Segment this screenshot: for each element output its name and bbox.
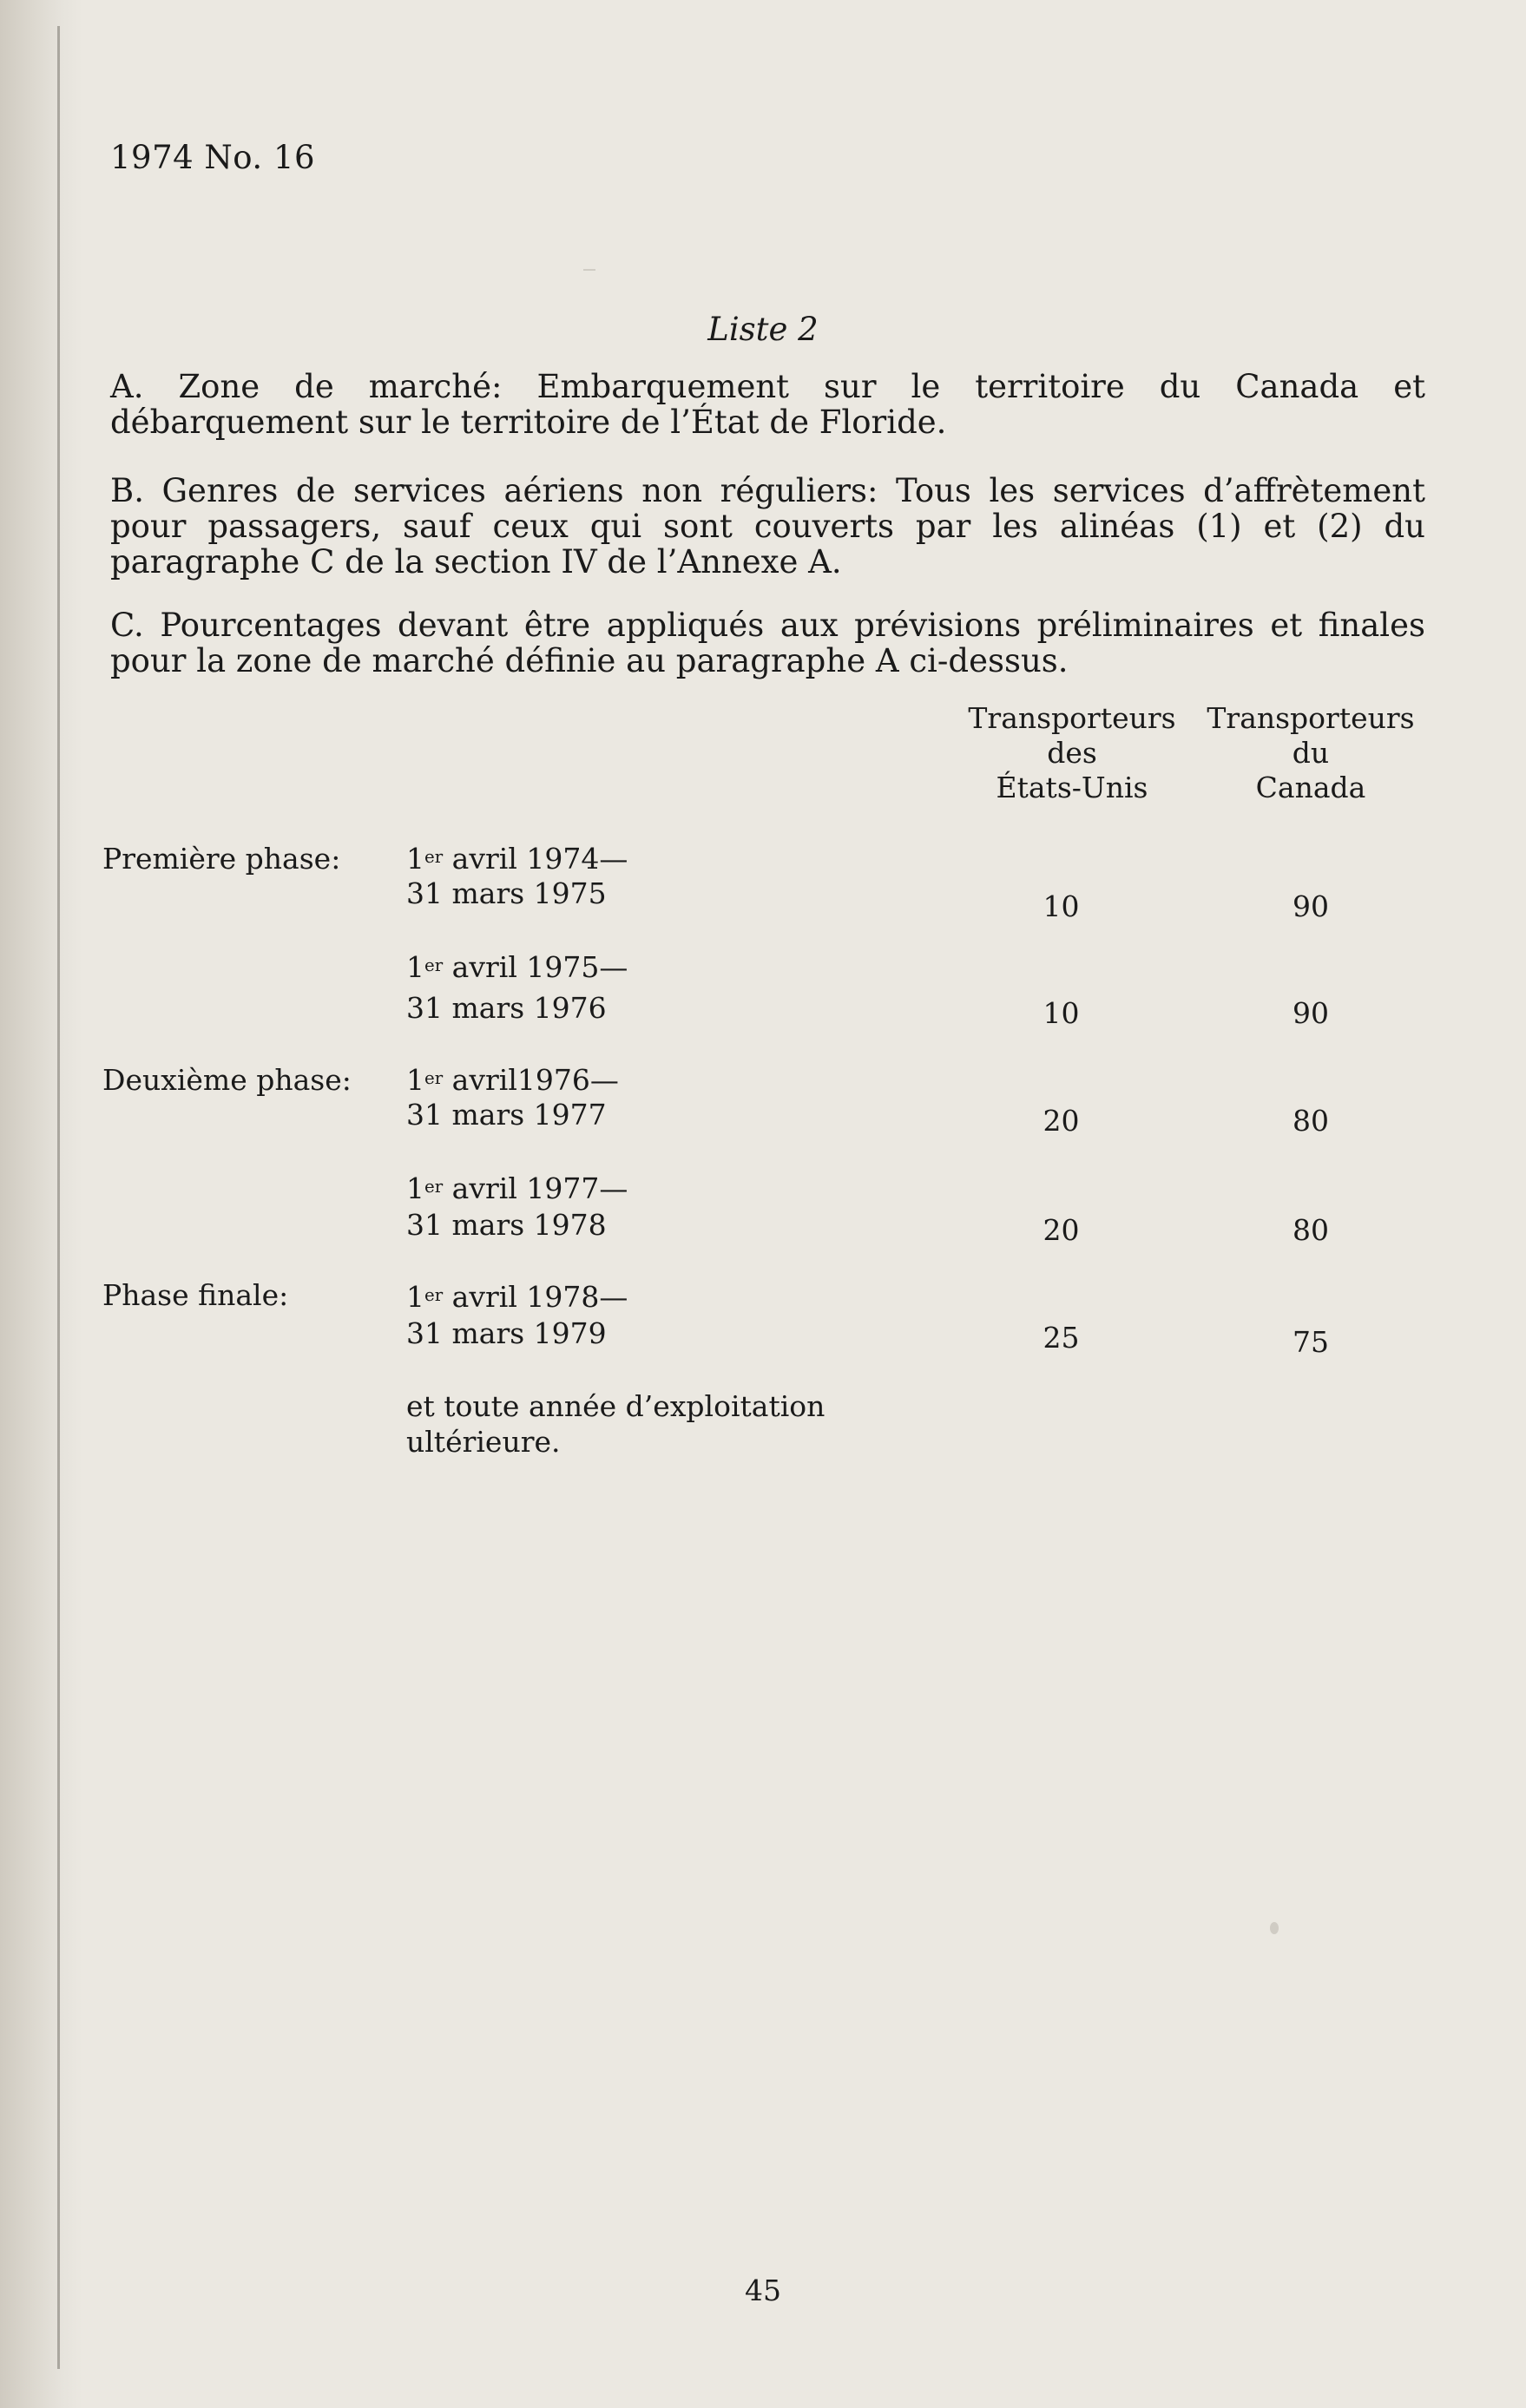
period-end: 31 mars 1975 xyxy=(406,876,607,910)
us-percentage: 25 xyxy=(1043,1321,1080,1355)
period-start: 1er avril 1975— xyxy=(406,950,628,984)
paper-speck xyxy=(1270,1922,1279,1934)
period-end: 31 mars 1976 xyxy=(406,991,607,1025)
us-percentage: 10 xyxy=(1043,996,1080,1030)
column-header-us-line-2: des xyxy=(1047,736,1097,770)
us-percentage: 20 xyxy=(1043,1213,1080,1247)
ordinal-suffix: er xyxy=(424,1177,444,1197)
page-binding-shadow xyxy=(0,0,82,2408)
period-end: 31 mars 1978 xyxy=(406,1208,607,1242)
column-header-us-line-1: Transporteurs xyxy=(968,701,1176,735)
period-end: 31 mars 1977 xyxy=(406,1098,607,1132)
column-header-ca-line-1: Transporteurs xyxy=(1207,701,1415,735)
ordinal-suffix: er xyxy=(424,1285,444,1305)
paragraph-c: C. Pourcentages devant être appliqués aux prévisions préliminaires et finales pour la zone de marché définie au paragraphe A ci-dessus. xyxy=(110,607,1425,679)
period-start: 1er avril1976— xyxy=(406,1063,619,1097)
binding-edge-line xyxy=(57,26,60,2369)
column-header-us-line-3: États-Unis xyxy=(996,771,1148,804)
subsequent-years-line-2: ultérieure. xyxy=(406,1425,561,1459)
canada-percentage: 90 xyxy=(1292,996,1329,1030)
paragraph-a: A. Zone de marché: Embarquement sur le territoire du Canada et débarquement sur le territoire de l’État de Floride. xyxy=(110,368,1425,441)
period-start-text: avril 1978— xyxy=(451,1280,628,1314)
column-header-ca-line-3: Canada xyxy=(1255,771,1366,804)
paragraph-b: B. Genres de services aériens non réguliers: Tous les services d’affrètement pour passagers, sauf ceux qui sont couverts par les alinéas (1) et (2) du paragraphe C de la section IV de l’Annexe A. xyxy=(110,472,1425,581)
canada-percentage: 90 xyxy=(1292,889,1329,923)
period-start: 1er avril 1974— xyxy=(406,842,628,876)
running-head: 1974 No. 16 xyxy=(110,139,316,176)
paper-speck xyxy=(583,269,595,271)
period-start-text: avril1976— xyxy=(451,1063,619,1097)
canada-percentage: 80 xyxy=(1292,1213,1329,1247)
period-start: 1er avril 1978— xyxy=(406,1280,628,1314)
canada-percentage: 80 xyxy=(1292,1104,1329,1138)
schedule-title: Liste 2 xyxy=(707,311,819,348)
page-number: 45 xyxy=(745,2273,781,2307)
phase-label: Première phase: xyxy=(102,842,341,876)
ordinal-suffix: er xyxy=(424,847,444,867)
us-percentage: 10 xyxy=(1043,889,1080,923)
ordinal-suffix: er xyxy=(424,955,444,975)
period-end: 31 mars 1979 xyxy=(406,1316,607,1350)
period-start-text: avril 1975— xyxy=(451,950,628,984)
column-header-canadian-carriers xyxy=(1198,701,1424,805)
us-percentage: 20 xyxy=(1043,1104,1080,1138)
ordinal-suffix: er xyxy=(424,1068,444,1088)
phase-label: Deuxième phase: xyxy=(102,1063,352,1097)
column-header-us-carriers xyxy=(942,701,1202,805)
period-start: 1er avril 1977— xyxy=(406,1171,628,1205)
subsequent-years-note xyxy=(406,1388,944,1460)
period-start-text: avril 1977— xyxy=(451,1171,628,1205)
column-header-ca-line-2: du xyxy=(1292,736,1330,770)
subsequent-years-line-1: et toute année d’exploitation xyxy=(406,1389,825,1423)
canada-percentage: 75 xyxy=(1292,1325,1329,1359)
period-start-text: avril 1974— xyxy=(451,842,628,876)
phase-label: Phase finale: xyxy=(102,1278,289,1312)
